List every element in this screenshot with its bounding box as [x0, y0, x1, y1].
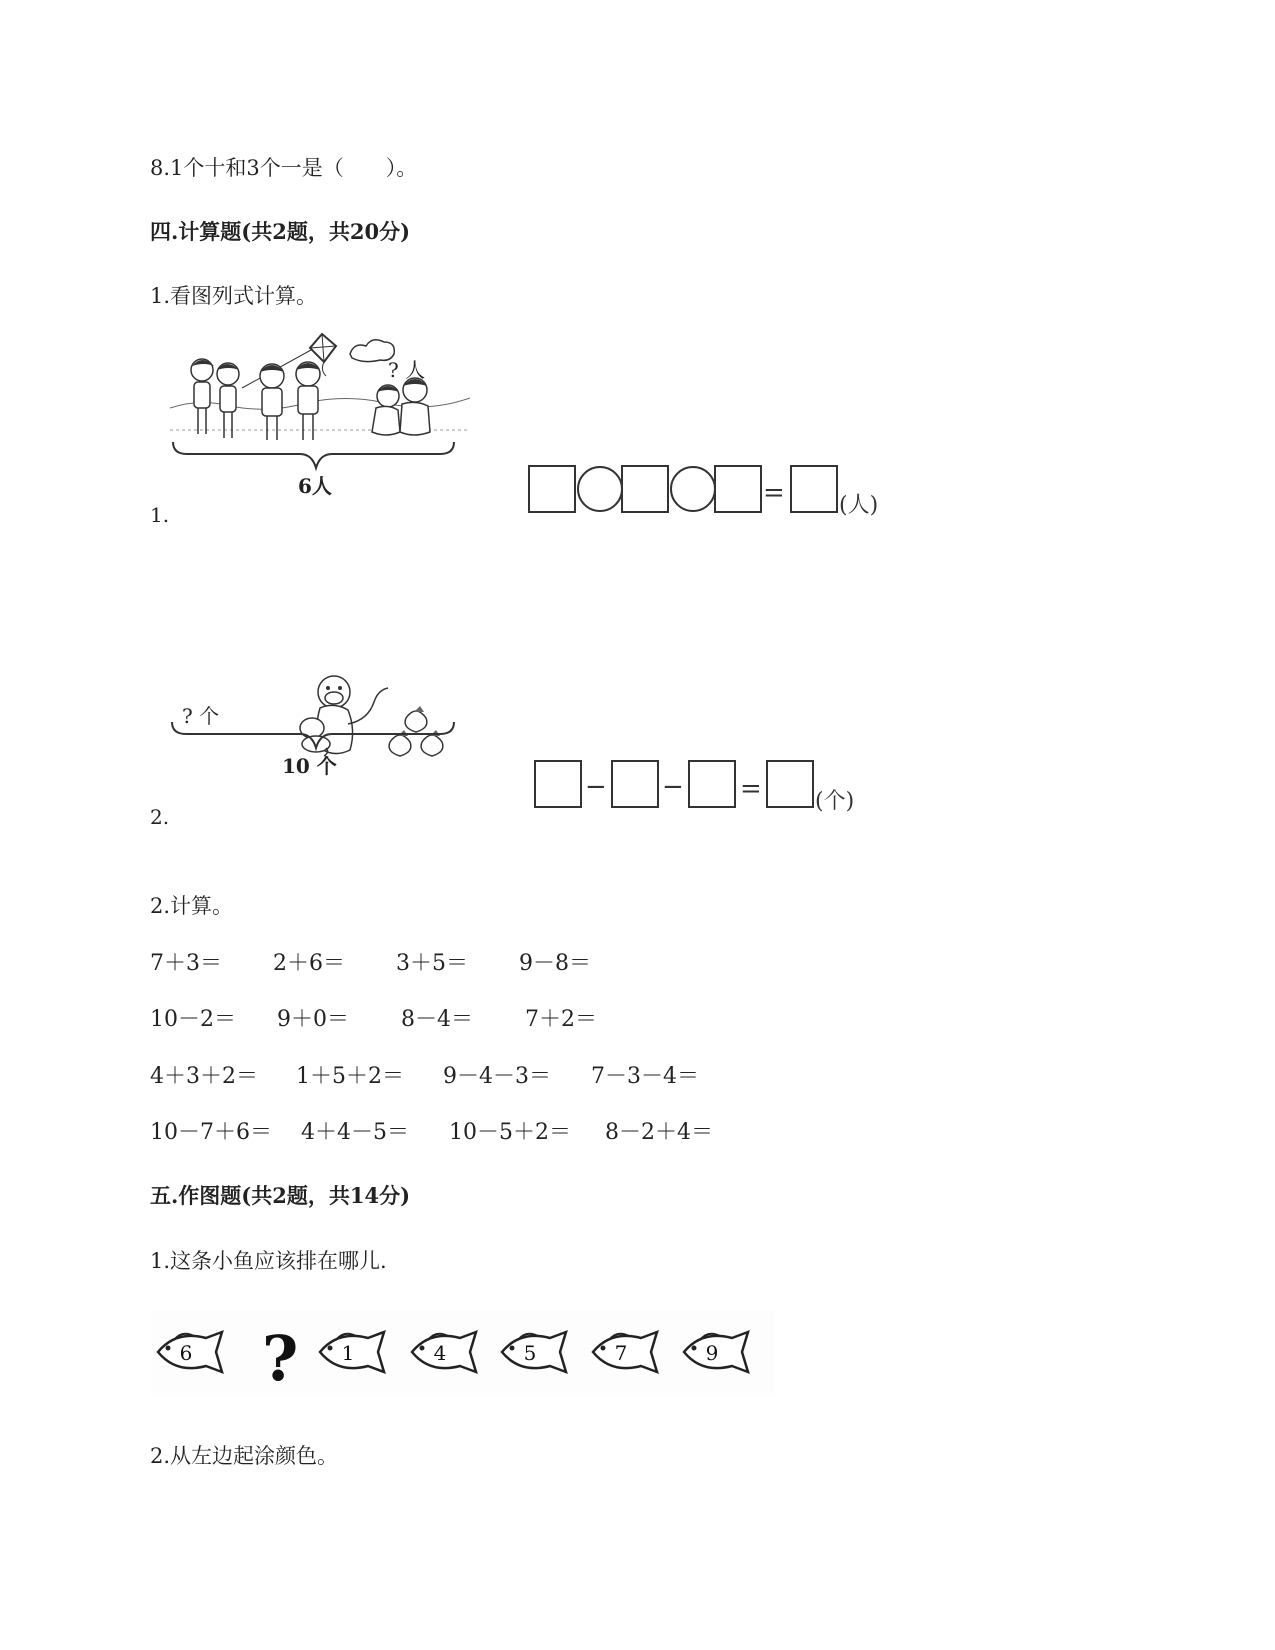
- fish-9: [684, 1332, 748, 1372]
- figure-2-question-label: ? 个: [182, 704, 220, 728]
- subtract-box-1[interactable]: [534, 760, 582, 808]
- fish-1-number: 1: [341, 1341, 355, 1365]
- calc-item: 4＋4－5＝: [301, 1120, 409, 1145]
- fish-ordering-strip: [150, 1310, 775, 1395]
- question-5-2-title: 2.从左边起涂颜色。: [150, 1444, 339, 1468]
- calc-item: 1＋5＋2＝: [296, 1064, 404, 1089]
- calc-item: 10－5＋2＝: [449, 1120, 571, 1145]
- fish-drawing: [150, 1310, 775, 1395]
- section-4-heading: 四.计算题(共2题，共20分): [150, 219, 411, 244]
- calc-item: 8－2＋4＝: [605, 1120, 713, 1145]
- fish-4-number: 4: [433, 1341, 447, 1365]
- figure-1-number: 1.: [150, 503, 170, 527]
- fish-4: [412, 1332, 476, 1372]
- equals-sign-2: =: [740, 774, 762, 804]
- calc-item: 4＋3＋2＝: [150, 1064, 258, 1089]
- monkey-peaches-drawing: [170, 670, 470, 810]
- operator-circle-1[interactable]: [577, 466, 623, 512]
- answer-box-2[interactable]: [621, 465, 669, 513]
- question-4-1-title: 1.看图列式计算。: [150, 284, 318, 308]
- fish-first-number: 6: [179, 1341, 193, 1365]
- monkey-peaches-illustration: [170, 670, 470, 810]
- answer-box-3[interactable]: [714, 465, 762, 513]
- fish-9-number: 9: [705, 1341, 719, 1365]
- equals-sign: =: [763, 478, 785, 508]
- calc-item: 3＋5＝: [396, 951, 468, 976]
- question-mark: ?: [262, 1322, 299, 1395]
- calc-item: 10－7＋6＝: [150, 1120, 272, 1145]
- calc-item: 8－4＝: [401, 1007, 473, 1032]
- minus-sign-2: −: [662, 772, 684, 802]
- answer-box-result[interactable]: [790, 465, 838, 513]
- subtract-box-3[interactable]: [688, 760, 736, 808]
- figure-2-total-label: 10 个: [282, 754, 337, 778]
- question-5-1-title: 1.这条小鱼应该排在哪儿.: [150, 1249, 387, 1273]
- calc-item: 10－2＝: [150, 1007, 236, 1032]
- subtract-box-2[interactable]: [611, 760, 659, 808]
- figure-1-total-label: 6人: [298, 474, 332, 498]
- fish-1: [320, 1332, 384, 1372]
- minus-sign-1: −: [585, 772, 607, 802]
- fish-first: [158, 1332, 222, 1372]
- question-8: 8.1个十和3个一是（ ）。: [150, 156, 418, 180]
- calc-item: 7＋3＝: [150, 951, 222, 976]
- calc-item: 9＋0＝: [277, 1007, 349, 1032]
- calc-item: 7＋2＝: [525, 1007, 597, 1032]
- answer-box-1[interactable]: [528, 465, 576, 513]
- calc-item: 7－3－4＝: [591, 1064, 699, 1089]
- section-5-heading: 五.作图题(共2题，共14分): [150, 1183, 411, 1208]
- calc-item: 9－4－3＝: [443, 1064, 551, 1089]
- calc-item: 9－8＝: [519, 951, 591, 976]
- fish-5: [502, 1332, 566, 1372]
- figure-1-question-label: ? 人: [388, 358, 426, 382]
- calc-item: 2＋6＝: [273, 951, 345, 976]
- fish-7: [593, 1332, 657, 1372]
- unit-label-2: (个): [815, 789, 855, 814]
- figure-2-number: 2.: [150, 805, 170, 829]
- unit-label: (人): [839, 493, 879, 518]
- fish-5-number: 5: [523, 1341, 537, 1365]
- subtract-box-result[interactable]: [766, 760, 814, 808]
- question-4-2-title: 2.计算。: [150, 894, 234, 918]
- fish-7-number: 7: [614, 1341, 628, 1365]
- operator-circle-2[interactable]: [670, 466, 716, 512]
- children-kite-illustration: [170, 330, 470, 510]
